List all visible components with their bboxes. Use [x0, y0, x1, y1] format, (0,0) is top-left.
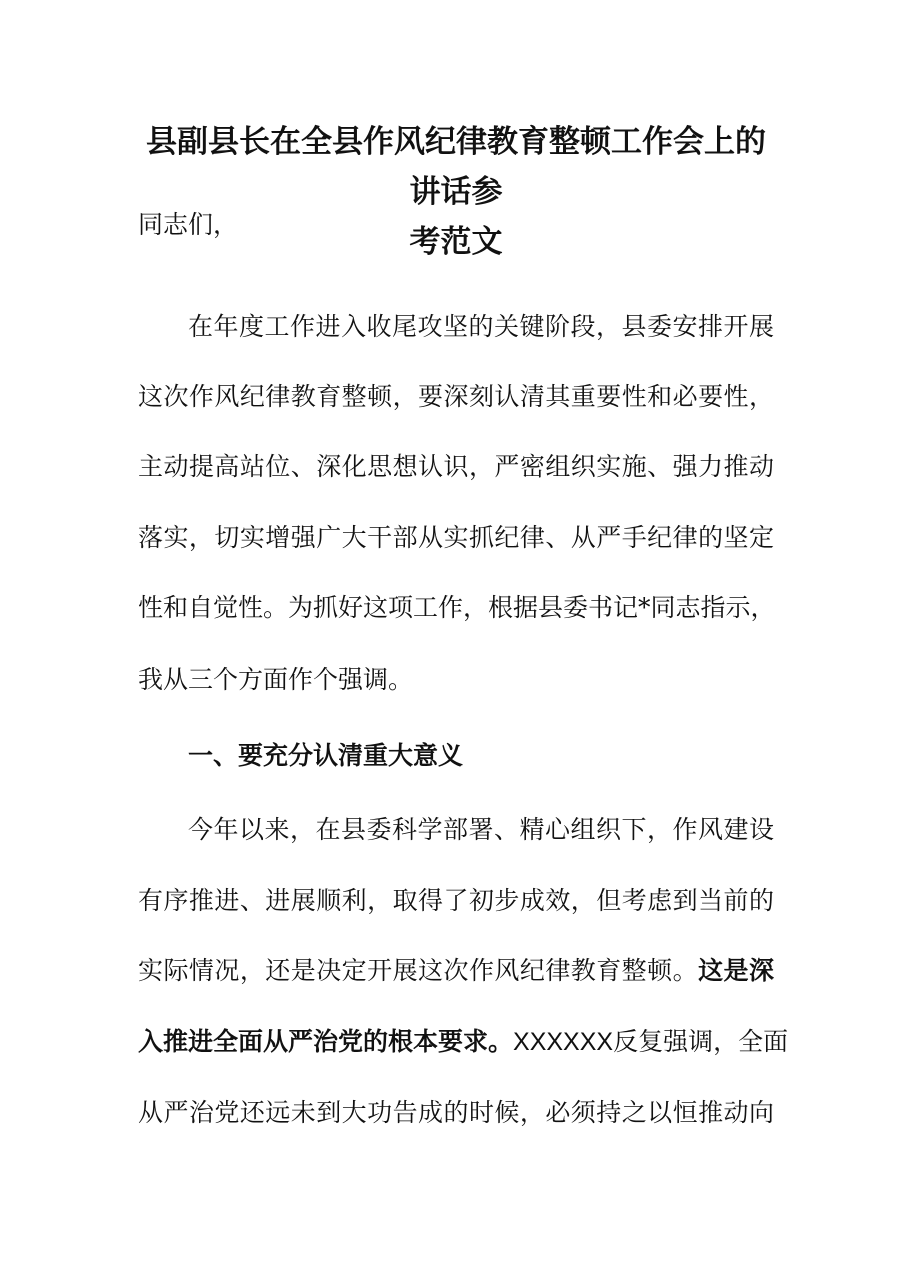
title-line-1: 县副县长在全县作风纪律教育整顿工作会上的讲话参 [146, 124, 766, 210]
paragraph-1-line-1: 在年度工作进入收尾攻坚的关键阶段，县委安排开展 [188, 312, 774, 341]
paragraph-2-line-3-bold: 这是深 [698, 956, 774, 985]
paragraph-2-line-3 [138, 951, 774, 991]
paragraph-1-line-2: 这次作风纪律教育整顿，要深刻认清其重要性和必要性， [138, 382, 774, 411]
paragraph-2-line-4-text: 反复强调，全面 [613, 1027, 789, 1056]
paragraph-2-line-4-bold: 入推进全面从严治党的根本要求。 [138, 1027, 514, 1056]
paragraph-2-line-2: 有序推进、进展顺利，取得了初步成效，但考虑到当前的 [138, 886, 774, 915]
paragraph-2-line-3-text: 实际情况，还是决定开展这次作风纪律教育整顿。 [138, 956, 699, 985]
salutation: 同志们， [138, 210, 239, 239]
title-line-2: 考范文 [409, 224, 503, 260]
section-heading-1: 一、要充分认清重大意义 [188, 741, 464, 770]
paragraph-2-line-1: 今年以来，在县委科学部署、精心组织下，作风建设 [188, 815, 774, 844]
paragraph-1-line-5: 性和自觉性。为抓好这项工作，根据县委书记*同志指示， [138, 593, 776, 622]
paragraph-2-line-4-placeholder: XXXXXX [513, 1028, 614, 1056]
paragraph-1-line-3: 主动提高站位、深化思想认识，严密组织实施、强力推动 [138, 452, 774, 481]
paragraph-2-line-5: 从严治党还远未到大功告成的时候，必须持之以恒推动向 [138, 1098, 774, 1127]
paragraph-1-line-4: 落实，切实增强广大干部从实抓纪律、从严手纪律的坚定 [138, 523, 774, 552]
paragraph-1-line-6: 我从三个方面作个强调。 [138, 665, 414, 694]
paragraph-2-line-4 [138, 1022, 789, 1062]
